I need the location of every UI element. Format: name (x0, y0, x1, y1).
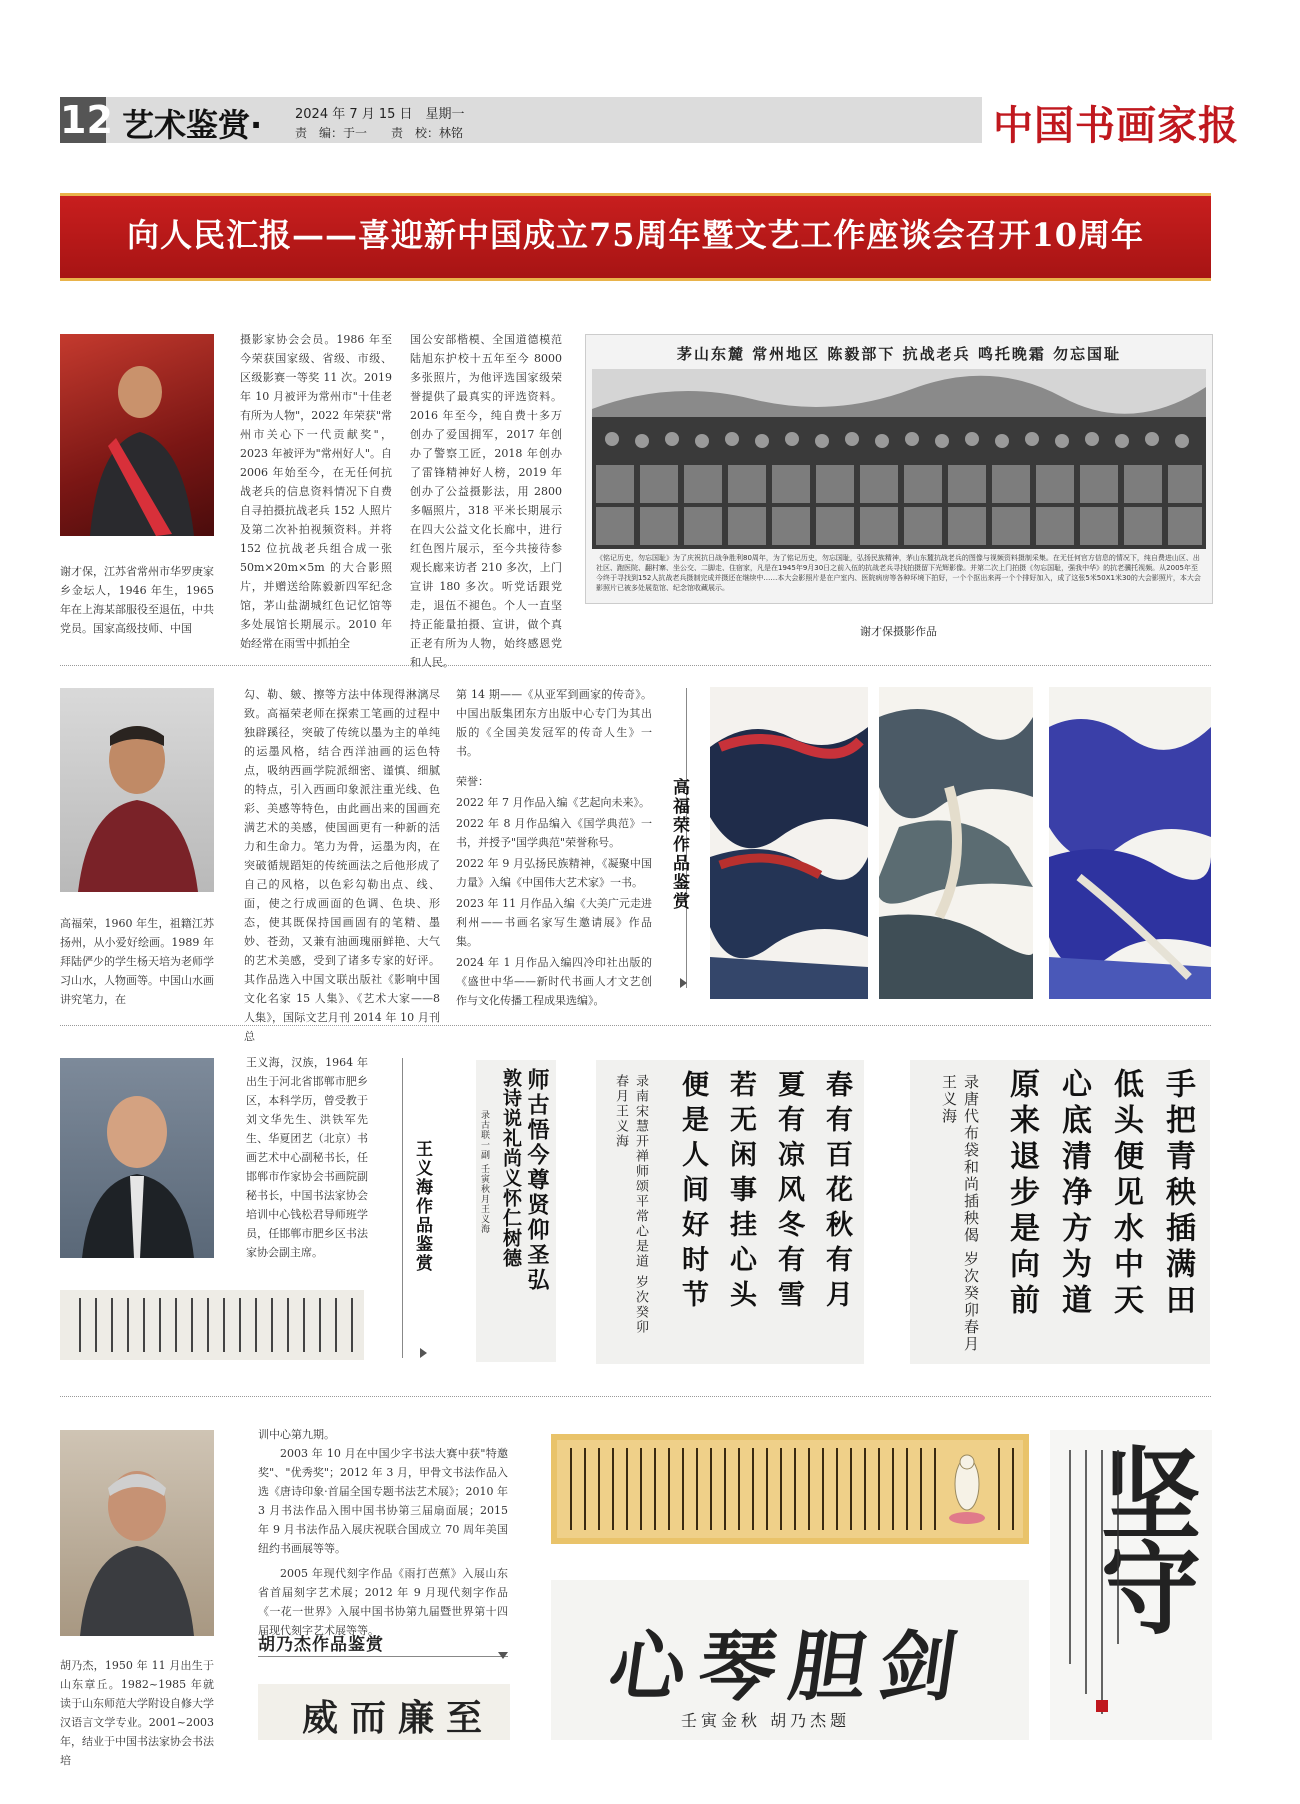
work2-col: 春有百花秋有月 (821, 1070, 852, 1315)
work2-signature: 录南宋慧开禅师颂平常心是道 岁次癸卯春月王义海 (613, 1074, 648, 1336)
page-number: 12 (60, 98, 113, 142)
portrait-figure-icon (60, 1430, 214, 1636)
big-work-text: 剑胆琴心 (603, 1622, 977, 1711)
landscape-painting-red (710, 687, 868, 999)
portrait-figure-icon (60, 1058, 214, 1258)
arrow-icon (420, 1348, 427, 1358)
landscape-painting-green (879, 687, 1033, 999)
calligraphy-work-1 (476, 1060, 556, 1362)
divider-1 (60, 665, 1211, 666)
honors-block (456, 772, 652, 1010)
honor-item: 2024 年 1 月作品入编四冷印社出版的《盛世中华——新时代书画人才文艺创作与文化传播工程成果选编》。 (456, 956, 652, 1007)
bio-wang: 王义海，汉族，1964 年出生于河北省邯郸市肥乡区，本科学历，曾受教于刘文华先生、洪铁军先生、华夏团艺（北京）书画艺术中心副秘书长，任邯郸市作家协会书画院副秘书长，中国书法家协会培训中心钱松君导师班学员，任邯郸市肥乡区书法家协会副主席。 (246, 1056, 368, 1259)
editors: 责 编：于一 责 校：林铭 (295, 126, 464, 140)
photo-credit: 谢才保摄影作品 (860, 625, 937, 638)
calligraphy-lines-icon (60, 1290, 364, 1360)
article-xie-col3: 国公安部楷模、全国道德模范陆旭东护校十五年至今 8000 多张照片，为他评选国家级荣誉提供了最真实的评选资料。2016 年至今，纯自费十多万创办了爱国拥军，2017 年创办了警察工匠，2018 年创办了雷锋精神好人榜，2019 年创办了公益摄影法，用 2800 多幅照片，318 平米长期展示在四大公益文化长廊中，进行红色图片展示，至今共接待参观长廊来访者 210 多次，上门宣讲 180 多次。听党话跟党走，退伍不褪色。个人一直坚持正能量拍摄、宣讲，做个真正老有所为人物，始终感恩党和人民。 (410, 333, 562, 669)
work3-col: 原来退步是向前 (1004, 1068, 1039, 1320)
work2-col: 便是人间好时节 (677, 1070, 708, 1315)
title-rule (402, 1058, 403, 1358)
portrait-wang (60, 1058, 214, 1258)
caption-xie: 谢才保，江苏省常州市华罗庚家乡金坛人，1946 年生，1965 年在上海某部服役至退伍，中共党员。国家高级技师、中国 (60, 565, 214, 635)
honor-item: 2023 年 11 月作品入编《大美广元走进利州——书画名家写生邀请展》作品集。 (456, 897, 652, 948)
work1-signature: 录古联一副 壬寅秋月王义海 (479, 1110, 489, 1234)
work1-col: 敦诗说礼尚义怀仁树德 (500, 1068, 522, 1268)
work2-col: 夏有凉风冬有雪 (773, 1070, 804, 1315)
portrait-hu (60, 1430, 214, 1636)
work3-col: 低头便见水中天 (1108, 1068, 1143, 1320)
hu-works-title: 胡乃杰作品鉴赏 (258, 1635, 384, 1655)
hu-paragraph: 训中心第九期。 (258, 1428, 335, 1441)
big-work-hu (551, 1580, 1029, 1740)
divider-3 (60, 1396, 1211, 1397)
portrait-figure-icon (60, 334, 214, 536)
work3-signature: 录唐代布袋和尚插秧偈 岁次癸卯春月王义海 (940, 1074, 980, 1353)
honor-item: 2022 年 7 月作品入编《艺起向未来》。 (456, 796, 650, 809)
section-title: 艺术鉴赏· (122, 106, 263, 144)
arrow-down-icon (498, 1652, 508, 1659)
vertical-work-text: 坚守 (1084, 1442, 1202, 1630)
honor-item: 2022 年 8 月作品编入《国学典范》一书，并授予"国学典范"荣誉称号。 (456, 817, 652, 849)
landscape-painting-blue (1049, 687, 1211, 999)
veteran-poster (585, 334, 1213, 604)
article-xie-col2: 摄影家协会会员。1986 年至今荣获国家级、省级、市级、区级影赛一等奖 11 次。2019 年 10 月被评为常州市"十佳老有所为人物"，2022 年荣获"常州市关心下一代贡献奖"，2023 年被评为"常州好人"。自 2006 年始至今，在无任何抗战老兵的信息资料情况下自费自寻拍摄抗战老兵 152 人照片及第二次补拍视频资料。并将 152 位抗战老兵组合成一张 50m×20m×5m 的大合影照片，并赠送给陈毅新四军纪念馆，茅山盐湖城红色记忆馆等多处展馆长期展示。2010 年始经常在雨雪中抓拍全 (240, 333, 392, 650)
inscription-lines-icon (1056, 1444, 1126, 1724)
small-work-text: 至廉而威 (302, 1697, 495, 1739)
article-gao-col2: 勾、勒、皴、擦等方法中体现得淋漓尽致。高福荣老师在探索工笔画的过程中独辟蹊径，突破了传统以墨为主的单纯的运墨风格，结合西洋油画的运色特点，吸纳西画学院派细密、谨慎、细腻的特点，引入西画印象派注重光线、色彩、美感等特色，由此画出来的国画充满艺术的美感，使国画更有一种新的活力和生命力。笔力为骨，运墨为肉，在突破循规蹈矩的传统画法之后他形成了自己的风格，以色彩勾勒出点、线、面，使之行成画面的色调、色块、形态，使其既保持国画固有的笔精、墨妙、苍劲，又兼有油画瑰丽鲜艳、大气的艺术美感，受到了诸多专家的好评。其作品选入中国文联出版社《影响中国文化名家 15 人集》、《艺术大家——8 人集》，国际文艺月刊 2014 年 10 月刊总 (244, 688, 440, 1043)
group-photo-image (592, 369, 1206, 549)
issue-date: 2024 年 7 月 15 日 星期一 (295, 107, 465, 122)
gold-calligraphy-scroll (551, 1434, 1029, 1544)
wang-works-title: 王义海作品鉴赏 (412, 1140, 432, 1273)
work1-col: 师古悟今尊贤仰圣弘 (524, 1068, 550, 1293)
poster-note: 《铭记历史，勿忘国耻》为了庆祝抗日战争胜利80周年，为了铭记历史，勿忘国耻，弘扬民族精神，茅山东麓抗战老兵的图像与视频资料摄制采集。在无任何官方信息的情况下，纯自费进山区、出社区、跑医院、翻村寨、坐公交、二脚走、住宿家，凡是在1945年9月30日之前入伍的抗战老兵寻找拍摄留下光辉影像。并第二次上门拍摄《勿忘国耻，强我中华》的抗老骥托视频。从2005年至今终于寻找到152人抗战老兵摄制完成并摄还在继续中……本大会影照片是在户室内、医院病房等各种环境下拍好，一个个抠出来再一个个排好加入，成了这张5米50X1米30的大会影照片，本大会影照片已被多处展览馆、纪念馆收藏展示。 (596, 554, 1201, 592)
portrait-xie (60, 334, 214, 536)
divider-2 (60, 1025, 1211, 1026)
title-rule (258, 1656, 508, 1657)
portrait-figure-icon (60, 688, 214, 892)
small-work-hu (258, 1684, 510, 1740)
arrow-icon (680, 978, 687, 988)
hu-paragraph: 2003 年 10 月在中国少字书法大赛中获"特邀奖"、"优秀奖"；2012 年 3 月，甲骨文书法作品入选《唐诗印象·首届全国专题书法艺术展》；2010 年 3 月书法作品入围中国书协第三届扇面展；2015 年 9 月书法作品入展庆祝联合国成立 70 周年美国纽约书画展等等。 (258, 1447, 508, 1555)
caption-hu: 胡乃杰，1950 年 11 月出生于山东章丘。1982~1985 年就读于山东师范大学附设自修大学汉语言文学专业。2001~2003 年，结业于中国书法家协会书法培 (60, 1659, 214, 1767)
poster-title: 茅山东麓 常州地区 陈毅部下 抗战老兵 鸣托晚霜 勿忘国耻 (676, 345, 1122, 363)
work2-col: 若无闲事挂心头 (725, 1070, 756, 1315)
banner-title: 向人民汇报——喜迎新中国成立75周年暨文艺工作座谈会召开10周年 (126, 216, 1145, 254)
scroll-small-wang (60, 1290, 364, 1360)
big-work-signature: 壬寅金秋 胡乃杰题 (681, 1711, 851, 1730)
calligraphy-work-2 (596, 1060, 864, 1364)
newspaper-logo: 中国书画家报 (993, 102, 1239, 149)
honor-item: 2022 年 9 月弘扬民族精神，《凝聚中国力量》入编《中国伟大艺术家》一书。 (456, 857, 652, 889)
work3-col: 手把青秧插满田 (1160, 1068, 1195, 1320)
article-hu (258, 1425, 508, 1640)
gao-works-title: 高福荣作品鉴赏 (669, 778, 689, 911)
calligraphy-work-3 (910, 1060, 1210, 1364)
work3-col: 心底清净方为道 (1056, 1068, 1091, 1320)
honors-title: 荣誉： (456, 775, 489, 788)
article-gao-col3: 第 14 期——《从亚军到画家的传奇》。中国出版集团东方出版中心专门为其出版的《全国美发冠军的传奇人生》一书。 (456, 688, 652, 758)
portrait-gao (60, 688, 214, 892)
hu-paragraph: 2005 年现代刻字作品《雨打芭蕉》入展山东省首届刻字艺术展；2012 年 9 月现代刻字作品《一花一世界》入展中国书协第九届暨世界第十四届现代刻字艺术展等等。 (258, 1567, 508, 1637)
vertical-work-hu (1050, 1430, 1212, 1740)
caption-gao: 高福荣，1960 年生，祖籍江苏扬州，从小爱好绘画。1989 年拜陆俨少的学生杨天培为老师学习山水，人物画等。中国山水画讲究笔力，在 (60, 917, 214, 1006)
